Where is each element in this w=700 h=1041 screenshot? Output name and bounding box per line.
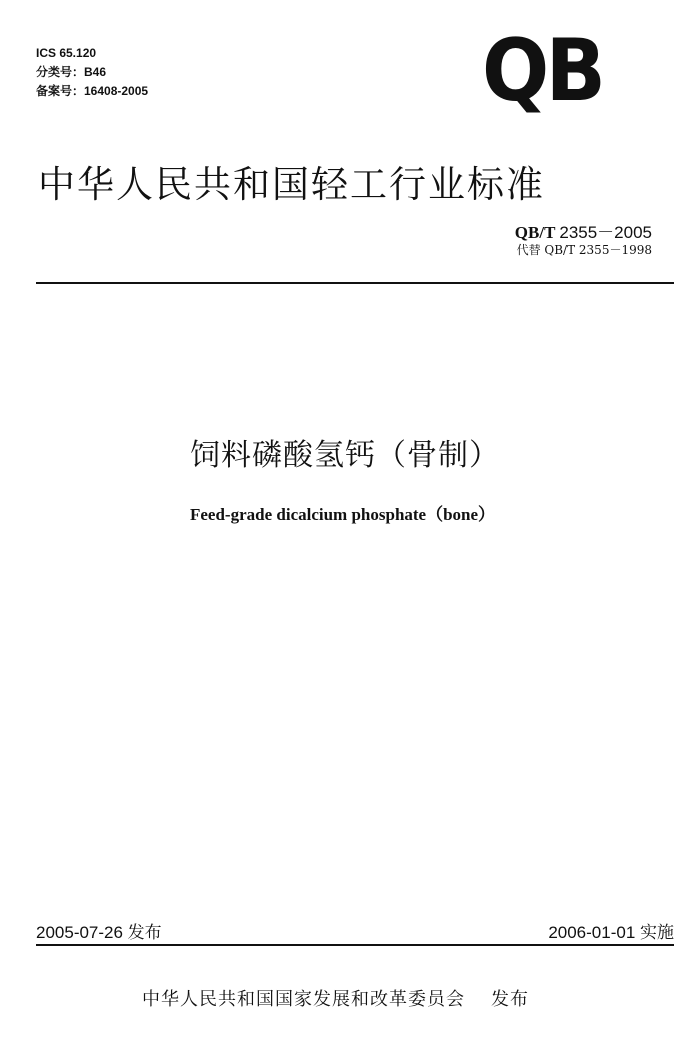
header-divider	[36, 282, 674, 284]
publisher-line	[142, 985, 529, 1011]
publisher-name: 中华人民共和国国家发展和改革委员会	[142, 989, 465, 1010]
ics-code: ICS 65.120	[36, 46, 97, 60]
document-title-english: Feed-grade dicalcium phosphate（bone）	[190, 505, 496, 524]
qb-logo: QB	[482, 21, 603, 121]
standard-prefix: QB/T	[514, 223, 556, 242]
publish-action: 发布	[491, 989, 529, 1010]
effective-date: 2006-01-01 实施	[548, 923, 674, 942]
issue-date: 2005-07-26 发布	[36, 923, 162, 942]
document-metadata	[36, 44, 148, 101]
document-title-chinese: 饲料磷酸氢钙（骨制）	[190, 438, 500, 473]
standard-number	[515, 218, 652, 243]
footer-divider	[36, 944, 674, 946]
standard-org-title: 中华人民共和国轻工行业标准	[38, 163, 545, 206]
replaces-standard: 代替 QB/T 2355－1998	[516, 243, 652, 257]
record-number: 备案号：16408-2005	[36, 84, 149, 98]
standard-number-value: 2355－2005	[559, 223, 652, 242]
classification-number: 分类号：B46	[36, 65, 107, 79]
